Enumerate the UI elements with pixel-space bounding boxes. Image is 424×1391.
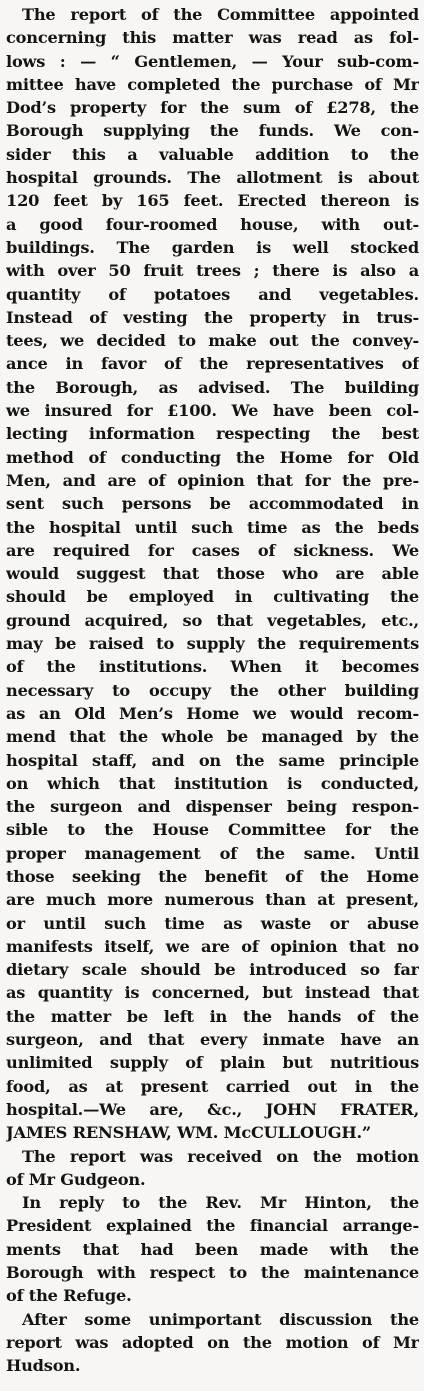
- text-line: the hospital until such time as the beds: [6, 517, 419, 537]
- text-line: report was adopted on the motion of Mr: [6, 1332, 419, 1352]
- text-line: are much more numerous than at present,: [6, 890, 419, 910]
- text-line: Borough supplying the funds. We con-: [6, 121, 419, 141]
- text-line: as quantity is concerned, but instead that: [6, 983, 419, 1003]
- text-line: quantity of potatoes and vegetables.: [6, 284, 419, 304]
- text-line: method of conducting the Home for Old: [6, 447, 419, 467]
- text-line: as an Old Men’s Home we would recom-: [6, 703, 419, 723]
- text-line: President explained the financial arrange-: [6, 1216, 419, 1236]
- text-line: sider this a valuable addition to the: [6, 144, 419, 164]
- text-line: the matter be left in the hands of the: [6, 1006, 419, 1026]
- text-line: mend that the whole be managed by the: [6, 727, 419, 747]
- text-line: would suggest that those who are able: [6, 564, 419, 584]
- text-line: ground acquired, so that vegetables, etc.,: [6, 610, 419, 630]
- text-line: lecting information respecting the best: [6, 424, 419, 444]
- text-line: surgeon, and that every inmate have an: [6, 1030, 419, 1050]
- text-line: food, as at present carried out in the: [6, 1076, 419, 1096]
- text-line: The report was received on the motion: [22, 1146, 419, 1166]
- report-received-paragraph: [6, 1145, 419, 1192]
- text-line: on which that institution is conducted,: [6, 773, 419, 793]
- text-line: of Mr Gudgeon.: [6, 1169, 146, 1189]
- text-line: JAMES RENSHAW, WM. McCULLOUGH.”: [6, 1123, 372, 1143]
- financial-arrangements-paragraph: [6, 1191, 419, 1307]
- text-line: of the Refuge.: [6, 1286, 132, 1306]
- text-line: should be employed in cultivating the: [6, 587, 419, 607]
- text-line: mittee have completed the purchase of Mr: [6, 74, 419, 94]
- text-line: The report of the Committee appointed: [22, 5, 419, 24]
- text-line: Men, and are of opinion that for the pre-: [6, 470, 419, 490]
- text-line: those seeking the benefit of the Home: [6, 866, 419, 886]
- text-line: tees, we decided to make out the convey-: [6, 331, 419, 351]
- text-line: In reply to the Rev. Mr Hinton, the: [22, 1193, 419, 1213]
- text-line: the surgeon and dispenser being respon-: [6, 797, 419, 817]
- text-line: After some unimportant discussion the: [22, 1309, 419, 1329]
- report-adopted-paragraph: [6, 1308, 419, 1378]
- text-line: lows : — “ Gentlemen, — Your sub-com-: [6, 51, 419, 71]
- text-line: dietary scale should be introduced so far: [6, 960, 419, 980]
- text-line: concerning this matter was read as fol-: [6, 28, 419, 48]
- text-line: buildings. The garden is well stocked: [6, 237, 419, 257]
- text-line: 120 feet by 165 feet. Erected thereon is: [6, 191, 419, 211]
- text-line: a good four-roomed house, with out-: [6, 214, 419, 234]
- text-line: we insured for £100. We have been col-: [6, 401, 419, 421]
- text-line: manifests itself, we are of opinion that no: [6, 936, 419, 956]
- text-line: unlimited supply of plain but nutritious: [6, 1053, 419, 1073]
- text-line: hospital.—We are, &c., JOHN FRATER,: [6, 1099, 419, 1119]
- text-line: or until such time as waste or abuse: [6, 913, 419, 933]
- text-line: the Borough, as advised. The building: [6, 377, 419, 397]
- text-line: ments that had been made with the: [6, 1239, 419, 1259]
- text-line: necessary to occupy the other building: [6, 680, 419, 700]
- text-line: ance in favor of the representatives of: [6, 354, 419, 374]
- text-line: may be raised to supply the requirements: [6, 634, 419, 654]
- text-line: are required for cases of sickness. We: [6, 540, 419, 560]
- text-line: Instead of vesting the property in trus-: [6, 307, 419, 327]
- committee-report-paragraph: [6, 3, 419, 1145]
- text-line: with over 50 fruit trees ; there is also a: [6, 261, 419, 281]
- text-line: hospital staff, and on the same principle: [6, 750, 419, 770]
- text-line: Dod’s property for the sum of £278, the: [6, 98, 419, 118]
- text-line: sible to the House Committee for the: [6, 820, 419, 840]
- text-line: Hudson.: [6, 1356, 81, 1376]
- text-line: sent such persons be accommodated in: [6, 494, 419, 514]
- text-line: hospital grounds. The allotment is about: [6, 168, 419, 188]
- text-line: Borough with respect to the maintenance: [6, 1263, 419, 1283]
- text-line: of the institutions. When it becomes: [6, 657, 419, 677]
- text-line: proper management of the same. Until: [6, 843, 419, 863]
